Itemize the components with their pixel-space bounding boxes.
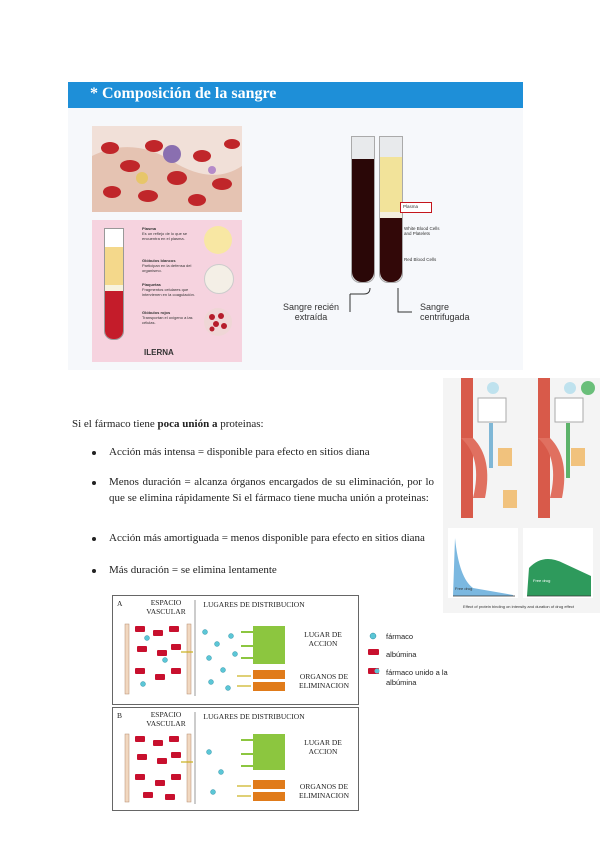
- card-item-title: Glóbulos blancos: [142, 258, 176, 263]
- intro-suffix: proteinas:: [217, 418, 264, 430]
- plasma-label: Plasma: [403, 204, 419, 209]
- vascular-space-label: ESPACIO VASCULAR: [146, 710, 186, 728]
- panel-label: Free drug: [533, 578, 551, 583]
- ilerna-logo: ILERNA: [144, 348, 174, 357]
- blood-components-card: [92, 220, 242, 362]
- legend-bound-drug: fármaco unido a la albúmina: [386, 668, 448, 687]
- elimination-organs-label: ORGANOS DE ELIMINACION: [299, 782, 349, 800]
- elimination-organs-label: ORGANOS DE ELIMINACION: [299, 672, 349, 690]
- legend-albumin: albúmina: [386, 650, 417, 659]
- albumin-icon: [368, 649, 379, 655]
- protein-binding-figure: [443, 378, 600, 613]
- buffy-coat-label: White Blood Cells and Platelets: [404, 226, 440, 236]
- action-site-label: LUGAR DE ACCION: [304, 738, 342, 756]
- blood-cells-illustration: [92, 126, 242, 212]
- panel-letter: B: [117, 711, 123, 720]
- red-cells-circle-icon: [204, 308, 232, 336]
- bullet-item: Menos duración = alcanza órganos encargados de su eliminación, por lo que se elimina rápidamente Si el fármaco tiene mucha unión a proteinas:: [109, 476, 434, 504]
- intro-paragraph: [72, 416, 264, 432]
- intro-prefix: Si el fármaco tiene: [72, 418, 158, 430]
- legend-drug: fármaco: [386, 632, 414, 641]
- tube-caption-fresh: Sangre recién extraída: [282, 302, 340, 322]
- card-item-text: Fragmentos celulares que intervienen en la coagulación.: [142, 287, 195, 297]
- distribution-sites-label: LUGARES DE DISTRIBUCION: [203, 712, 305, 721]
- rbc-label: Red Blood Cells: [404, 257, 437, 262]
- bullet-item: Acción más intensa = disponible para efecto en sitios diana: [109, 446, 370, 458]
- distribution-sites-label: LUGARES DE DISTRIBUCION: [203, 600, 305, 609]
- distribution-diagram-b: [112, 707, 359, 811]
- card-item-title: Plaquetas: [142, 282, 161, 287]
- panel-label: Free drug: [455, 586, 473, 591]
- card-item-text: Es un reflejo de lo que se encuentra en el plasma.: [142, 231, 188, 241]
- card-item-title: Plasma: [142, 226, 157, 231]
- bullet-dot: [92, 451, 96, 455]
- test-tube-icon: [104, 228, 124, 340]
- section-title: * Composición de la sangre: [90, 85, 277, 102]
- tube-caption-centrifuged: Sangre centrifugada: [420, 302, 470, 322]
- legend-icons: [368, 632, 380, 692]
- vascular-space-label: ESPACIO VASCULAR: [146, 598, 186, 616]
- distribution-diagram-a: [112, 595, 359, 705]
- white-cells-circle-icon: [204, 264, 234, 294]
- panel-letter: A: [117, 599, 123, 608]
- bullet-item: Más duración = se elimina lentamente: [109, 564, 277, 576]
- card-item-text: Participan en la defensa del organismo.: [142, 263, 192, 273]
- drug-icon: [370, 633, 376, 639]
- card-item-title: Glóbulos rojos: [142, 310, 171, 315]
- bullet-dot: [92, 481, 96, 485]
- bullet-dot: [92, 569, 96, 573]
- action-site-label: LUGAR DE ACCION: [304, 630, 342, 648]
- plasma-circle-icon: [204, 226, 232, 254]
- figure-caption: Effect of protein binding on intensity and duration of drug effect: [463, 604, 575, 609]
- card-item-text: Transportan el oxígeno a las células.: [142, 315, 193, 325]
- intro-bold: poca unión a: [157, 418, 218, 430]
- bullet-item: Acción más amortiguada = menos disponible para efecto en sitios diana: [109, 532, 425, 544]
- bullet-dot: [92, 537, 96, 541]
